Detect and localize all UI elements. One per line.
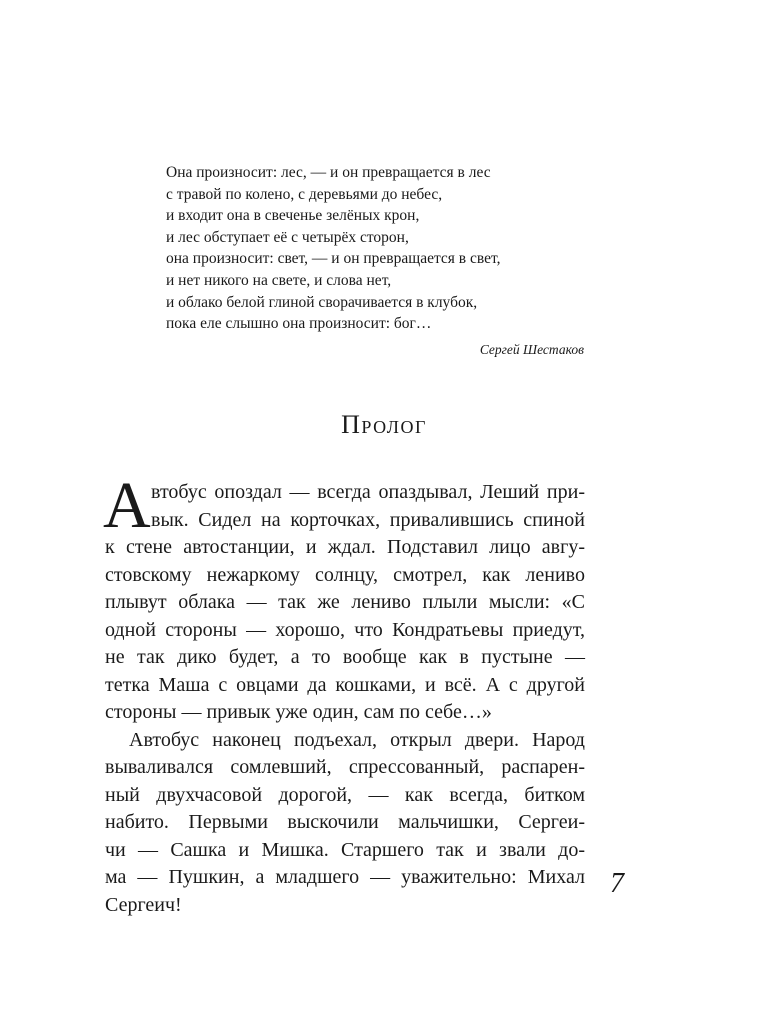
epigraph-line: пока еле слышно она произносит: бог… [166,315,432,333]
body-line: ма — Пушкин, а младшего — уважительно: Михал [105,866,585,888]
body-line: чи — Сашка и Мишка. Старшего так и звали до- [105,838,585,861]
epigraph-line: и облако белой глиной сворачивается в клубок, [166,293,478,311]
epigraph-line: и лес обступает её с четырёх сторон, [166,228,409,246]
body-line: тетка Маша с овцами да кошками, и всё. А с другой [105,673,585,696]
body-line: вываливался сомлевший, спрессованный, распарен- [105,756,585,778]
body-line: стовскому нежаркому солнцу, смотрел, как лениво [105,563,585,586]
body-line: не так дико будет, а то вообще как в пустыне — [105,646,585,668]
body-line: набито. Первыми выскочили мальчишки, Сергеи- [105,811,585,833]
body-line: ный двухчасовой дорогой, — как всегда, битком [105,783,585,806]
body-line: стороны — привык уже один, сам по себе…» [105,701,492,723]
chapter-title: Пролог [341,410,427,439]
epigraph-line: Она произносит: лес, — и он превращается в лес [166,164,491,181]
body-line: втобус опоздал — всегда опаздывал, Леший при- [151,481,585,503]
body-line: одной стороны — хорошо, что Кондратьевы приедут, [105,618,585,641]
body-line: Сергеич! [105,893,182,916]
epigraph-author: Сергей Шестаков [479,342,584,357]
body-line: к стене автостанции, и ждал. Подставил лицо авгу- [105,536,585,558]
epigraph [166,162,596,335]
body-text [103,469,585,919]
body-line: плывут облака — так же лениво плыли мысли: «С [105,591,585,613]
epigraph-line: с травой по колено, с деревьями до небес, [166,185,443,203]
drop-cap: А [103,469,151,542]
body-line: Автобус наконец подъехал, открыл двери. Народ [129,728,585,751]
page-number: 7 [610,868,624,899]
epigraph-line: и нет никого на свете, и слова нет, [166,271,392,289]
body-line: вык. Сидел на корточках, привалившись спиной [151,508,585,531]
epigraph-line: она произносит: свет, — и он превращается в свет, [166,250,501,268]
epigraph-line: и входит она в свеченье зелёных крон, [166,207,420,225]
